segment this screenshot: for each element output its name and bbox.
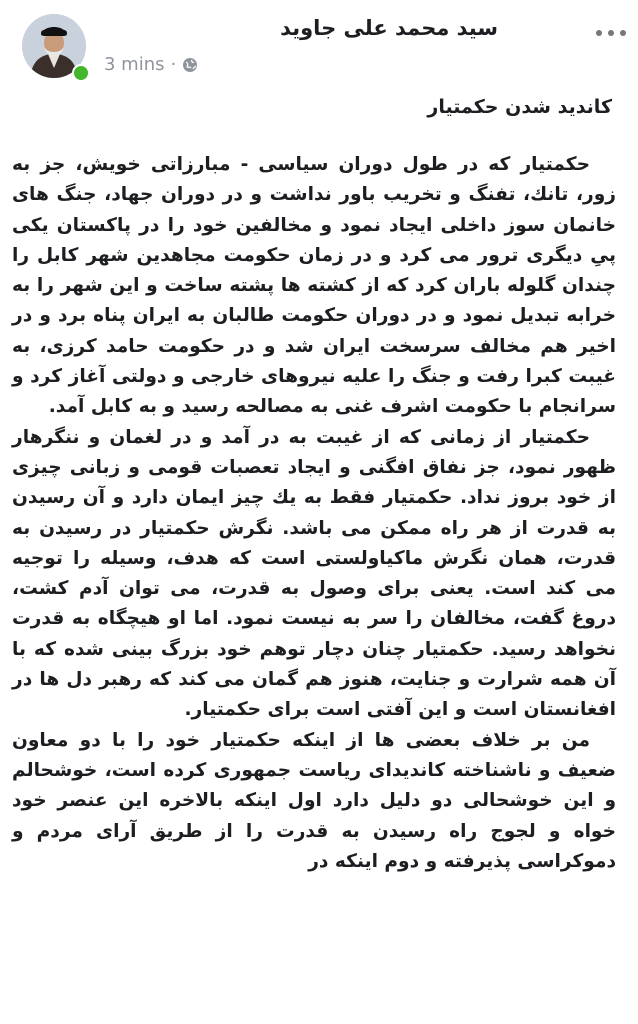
post-meta: [104, 54, 198, 75]
post-paragraph: حکمتیار از زمانی که از غیبت به در آمد و در لغمان و ننگرهار ظهور نمود، جز نفاق افگنی و ایجاد تعصبات قومی و زبانی چیزی از خود بروز نداد. حکمتیار فقط به یك چیز ایمان دارد و آن رسیدن به قدرت از هر راه ممکن می باشد. نگرش حکمتیار در رسیدن به قدرت، همان نگرش ماکیاولستی است که هدف، وسیله را توجیه می کند است. یعنی برای وصول به قدرت، می توان آدم کشت، دروغ گفت، مخالفان را سر به نیست نمود. اما او هیچگاه به قدرت نخواهد رسید. حکمتیار چنان دچار توهم خود بزرگ بینی شده که با آن همه شرارت و جنایت، هنوز هم گمان می کند که رهبر دل ها در افغانستان است و این آفتی است برای حکمتیار.: [12, 426, 616, 721]
post-header: [0, 0, 638, 90]
meta-separator: ·: [170, 54, 177, 75]
post-title: کاندید شدن حکمتیار: [427, 96, 612, 118]
post-paragraph: من بر خلاف بعضی ها از اینکه حکمتیار خود را با دو معاون ضعیف و ناشناخته کاندیدای ریاست جمهوری کرده است، خوشحالم و این خوشحالی دو دلیل دارد اول اینکه بالاخره این عنصر خود خواه و لجوج راه رسیدن به قدرت را از طریق آرای مردم و دموکراسی پذیرفته و دوم اینکه در: [12, 729, 616, 872]
post-paragraph: حکمتیار که در طول دوران سیاسی - مبارزاتی خویش، جز به زور، تانك، تفنگ و تخریب باور نداشت و در دوران جهاد، جنگ های خانمان سوز داخلی ایجاد نمود و مخالفین خود را در پاکستان یکی پیِ دیگری ترور می کرد و در زمان حکومت مجاهدین شهر کابل را چندان گلوله باران کرد که از کشته ها پشته ساخت و این شهر را به خرابه تبدیل نمود و در دوران حکومت طالبان به ایران پناه برد و در اخیر هم مخالف سرسخت ایران شد و در حکومت حامد کرزی، به غیبت کبرا رفت و جنگ را علیه نیروهای خارجی و دولتی آغاز کرد و سرانجام با حکومت اشرف غنی به مصالحه رسید و به کابل آمد.: [12, 154, 616, 418]
more-dot: [620, 30, 626, 36]
post-timestamp[interactable]: 3 mins: [104, 54, 165, 75]
more-options-icon[interactable]: [596, 26, 626, 40]
globe-icon[interactable]: [182, 57, 198, 73]
author-name[interactable]: سید محمد علی جاوید: [280, 16, 498, 40]
more-dot: [608, 30, 614, 36]
online-status-indicator: [72, 64, 90, 82]
post-body: [12, 150, 616, 877]
more-dot: [596, 30, 602, 36]
